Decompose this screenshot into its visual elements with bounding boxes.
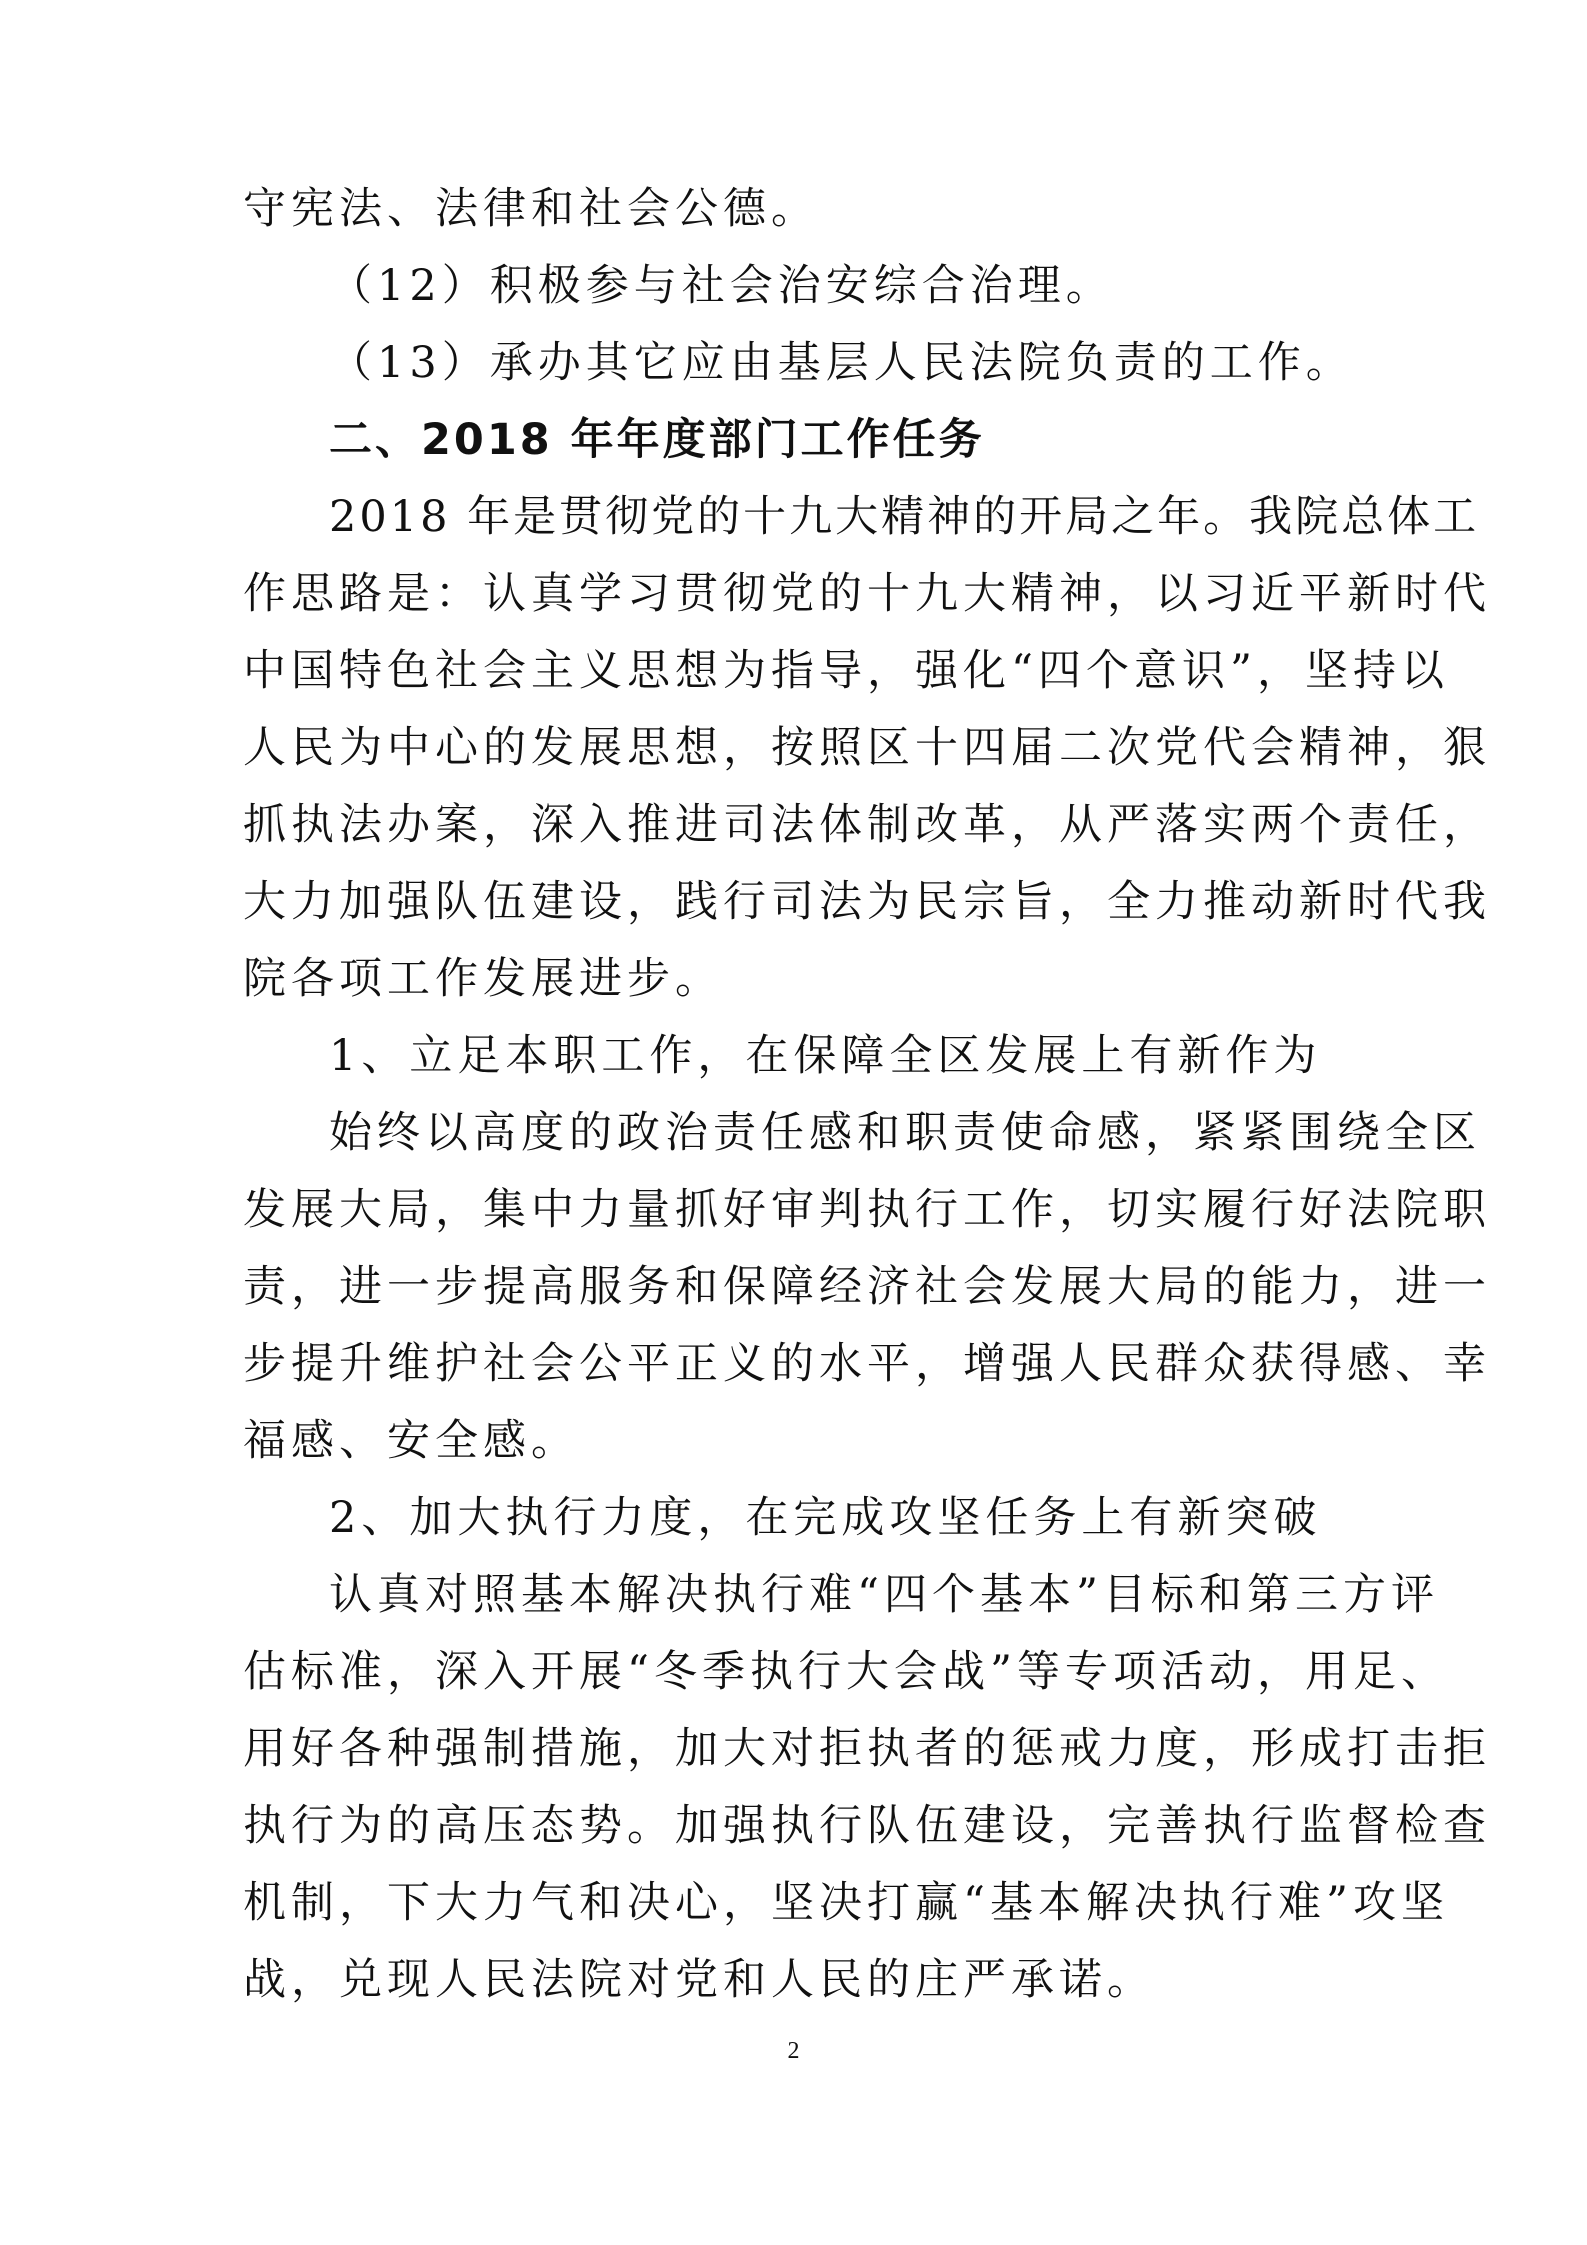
section-heading: 二、2018 年年度部门工作任务	[329, 415, 985, 465]
paragraph-line: 估标准，深入开展“冬季执行大会战”等专项活动，用足、	[243, 1647, 1449, 1697]
paragraph-line: 院各项工作发展进步。	[243, 954, 723, 1004]
paragraph-line: 中国特色社会主义思想为指导，强化“四个意识”，坚持以	[243, 646, 1449, 696]
paragraph-line: 人民为中心的发展思想，按照区十四届二次党代会精神，狠	[243, 723, 1491, 773]
paragraph-line: 始终以高度的政治责任感和职责使命感，紧紧围绕全区	[329, 1108, 1481, 1158]
paragraph-line: 守宪法、法律和社会公德。	[243, 184, 819, 234]
paragraph-line: 发展大局，集中力量抓好审判执行工作，切实履行好法院职	[243, 1185, 1491, 1235]
paragraph-line: 机制，下大力气和决心，坚决打赢“基本解决执行难”攻坚	[243, 1878, 1449, 1928]
paragraph-line: 抓执法办案，深入推进司法体制改革，从严落实两个责任，	[243, 800, 1491, 850]
paragraph-line: 战，兑现人民法院对党和人民的庄严承诺。	[243, 1955, 1155, 2005]
paragraph-line: 作思路是：认真学习贯彻党的十九大精神，以习近平新时代	[243, 569, 1491, 619]
list-item-13: （13）承办其它应由基层人民法院负责的工作。	[329, 338, 1354, 388]
paragraph-line: 责，进一步提高服务和保障经济社会发展大局的能力，进一	[243, 1262, 1491, 1312]
paragraph-line: 2018 年是贯彻党的十九大精神的开局之年。我院总体工	[329, 492, 1480, 542]
paragraph-line: 福感、安全感。	[243, 1416, 579, 1466]
document-body	[243, 184, 1491, 2034]
list-item-12: （12）积极参与社会治安综合治理。	[329, 261, 1114, 311]
paragraph-line: 大力加强队伍建设，践行司法为民宗旨，全力推动新时代我	[243, 877, 1491, 927]
subsection-heading-1: 1、立足本职工作，在保障全区发展上有新作为	[329, 1031, 1322, 1081]
paragraph-line: 用好各种强制措施，加大对拒执者的惩戒力度，形成打击拒	[243, 1724, 1491, 1774]
paragraph-line: 执行为的高压态势。加强执行队伍建设，完善执行监督检查	[243, 1801, 1491, 1851]
subsection-heading-2: 2、加大执行力度，在完成攻坚任务上有新突破	[329, 1493, 1322, 1543]
paragraph-line: 认真对照基本解决执行难“四个基本”目标和第三方评	[329, 1570, 1439, 1620]
paragraph-line: 步提升维护社会公平正义的水平，增强人民群众获得感、幸	[243, 1339, 1491, 1389]
page-number: 2	[787, 2038, 800, 2064]
